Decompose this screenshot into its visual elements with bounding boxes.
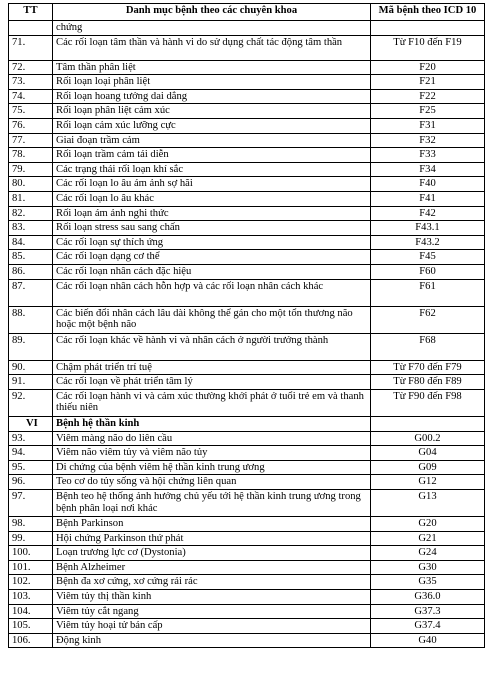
icd-code: F43.2 [371,235,485,250]
table-row [9,162,485,177]
row-number: 87. [9,279,53,306]
icd-code: G09 [371,460,485,475]
disease-name: Các rối loạn nhân cách đặc hiệu [53,264,371,279]
row-number: 90. [9,360,53,375]
disease-icd-table [8,3,485,648]
row-number [9,21,53,36]
disease-name: Rối loạn stress sau sang chấn [53,221,371,236]
icd-code: G12 [371,475,485,490]
disease-name: Viêm não viêm tủy và viêm não tủy [53,446,371,461]
disease-name: Viêm tủy thị thần kinh [53,590,371,605]
table-row [9,619,485,634]
disease-name: Bệnh Parkinson [53,517,371,532]
row-number: 100. [9,546,53,561]
icd-code: G35 [371,575,485,590]
row-number: 95. [9,460,53,475]
table-row [9,375,485,390]
table-row [9,475,485,490]
row-number: 81. [9,191,53,206]
table-row [9,517,485,532]
table-row [9,279,485,306]
table-row [9,118,485,133]
row-number: 104. [9,604,53,619]
icd-code: F32 [371,133,485,148]
row-number: 88. [9,306,53,333]
row-number: 89. [9,333,53,360]
table-row [9,148,485,163]
disease-name: Các rối loạn lo âu ám ảnh sợ hãi [53,177,371,192]
table-row [9,177,485,192]
row-number: 99. [9,531,53,546]
table-row [9,604,485,619]
table-row [9,35,485,60]
row-number: 93. [9,431,53,446]
table-row [9,75,485,90]
icd-code: F22 [371,89,485,104]
row-number: 101. [9,560,53,575]
table-row [9,531,485,546]
disease-name: Rối loạn ám ảnh nghi thức [53,206,371,221]
row-number: 72. [9,60,53,75]
row-number: 84. [9,235,53,250]
disease-name: Viêm tủy cắt ngang [53,604,371,619]
icd-code: G21 [371,531,485,546]
disease-name: Giai đoạn trầm cảm [53,133,371,148]
section-row [9,416,485,431]
disease-name: Các rối loạn lo âu khác [53,191,371,206]
icd-code [371,21,485,36]
disease-name: Hội chứng Parkinson thứ phát [53,531,371,546]
icd-code: G20 [371,517,485,532]
icd-code: G04 [371,446,485,461]
table-row [9,235,485,250]
row-number: 102. [9,575,53,590]
table-row [9,590,485,605]
row-number: 91. [9,375,53,390]
icd-code: G36.0 [371,590,485,605]
icd-code: F25 [371,104,485,119]
row-number: 83. [9,221,53,236]
disease-name: Các rối loạn tâm thần và hành vi do sử dụng chất tác động tâm thần [53,35,371,60]
icd-code: F33 [371,148,485,163]
row-number: 78. [9,148,53,163]
icd-code: F21 [371,75,485,90]
disease-name: Rối loạn hoang tưởng dai dẳng [53,89,371,104]
table-row [9,191,485,206]
icd-code: G40 [371,633,485,648]
disease-name: Các rối loạn dạng cơ thể [53,250,371,265]
icd-code: Từ F70 đến F79 [371,360,485,375]
table-row [9,264,485,279]
row-number: 105. [9,619,53,634]
row-number: 82. [9,206,53,221]
table-row [9,133,485,148]
table-row [9,460,485,475]
disease-name: Chậm phát triển trí tuệ [53,360,371,375]
icd-code: F68 [371,333,485,360]
disease-name: Các rối loạn nhân cách hỗn hợp và các rối loạn nhân cách khác [53,279,371,306]
table-row [9,431,485,446]
table-row [9,633,485,648]
disease-name: Các trạng thái rối loạn khí sắc [53,162,371,177]
icd-code: F41 [371,191,485,206]
disease-name: Bệnh hệ thần kinh [53,416,371,431]
row-number: 98. [9,517,53,532]
disease-name: Viêm tủy hoại tử bán cấp [53,619,371,634]
table-row [9,333,485,360]
icd-code: F40 [371,177,485,192]
icd-code: F31 [371,118,485,133]
table-body [9,21,485,648]
row-number: 92. [9,389,53,416]
icd-code: F20 [371,60,485,75]
disease-name: Rối loạn phân liệt cảm xúc [53,104,371,119]
disease-name: Rối loạn cảm xúc lưỡng cực [53,118,371,133]
table-row [9,21,485,36]
disease-name: Các rối loạn về phát triển tâm lý [53,375,371,390]
icd-code: F34 [371,162,485,177]
table-row [9,360,485,375]
disease-name: Teo cơ do tủy sống và hội chứng liên quan [53,475,371,490]
disease-name: Loạn trương lực cơ (Dystonia) [53,546,371,561]
icd-code: Từ F10 đến F19 [371,35,485,60]
table-row [9,206,485,221]
disease-name: Bệnh Alzheimer [53,560,371,575]
disease-name: Tâm thần phân liệt [53,60,371,75]
row-number: VI [9,416,53,431]
table-row [9,575,485,590]
row-number: 76. [9,118,53,133]
icd-code: F61 [371,279,485,306]
table-row [9,389,485,416]
header-tt: TT [9,4,53,21]
row-number: 106. [9,633,53,648]
table-row [9,490,485,517]
row-number: 77. [9,133,53,148]
disease-name: Các rối loạn sự thích ứng [53,235,371,250]
table-row [9,306,485,333]
disease-name: Động kinh [53,633,371,648]
icd-code: F60 [371,264,485,279]
disease-name: Bệnh teo hệ thống ảnh hưởng chủ yếu tới hệ thần kinh trung ương trong bệnh phân loại nơi khác [53,490,371,517]
disease-name: Di chứng của bệnh viêm hệ thần kinh trung ương [53,460,371,475]
icd-code: G00.2 [371,431,485,446]
header-category: Danh mục bệnh theo các chuyên khoa [53,4,371,21]
icd-code: F62 [371,306,485,333]
row-number: 96. [9,475,53,490]
row-number: 97. [9,490,53,517]
icd-code: Từ F80 đến F89 [371,375,485,390]
table-row [9,250,485,265]
table-row [9,89,485,104]
icd-code: G37.4 [371,619,485,634]
disease-name: chứng [53,21,371,36]
row-number: 86. [9,264,53,279]
icd-code: Từ F90 đến F98 [371,389,485,416]
row-number: 103. [9,590,53,605]
row-number: 73. [9,75,53,90]
row-number: 85. [9,250,53,265]
table-row [9,560,485,575]
disease-name: Các rối loạn khác về hành vi và nhân cách ở người trưởng thành [53,333,371,360]
disease-name: Rối loạn trầm cảm tái diễn [53,148,371,163]
table-header-row [9,4,485,21]
disease-name: Các biến đổi nhân cách lâu dài không thể gán cho một tổn thương não hoặc một bệnh não [53,306,371,333]
table-row [9,60,485,75]
row-number: 75. [9,104,53,119]
row-number: 74. [9,89,53,104]
icd-code: G37.3 [371,604,485,619]
icd-code: F43.1 [371,221,485,236]
row-number: 71. [9,35,53,60]
row-number: 94. [9,446,53,461]
table-row [9,104,485,119]
header-code: Mã bệnh theo ICD 10 [371,4,485,21]
row-number: 79. [9,162,53,177]
table-row [9,546,485,561]
icd-code: F42 [371,206,485,221]
icd-code [371,416,485,431]
table-row [9,221,485,236]
icd-code: G13 [371,490,485,517]
icd-code: F45 [371,250,485,265]
disease-name: Bệnh đa xơ cứng, xơ cứng rải rác [53,575,371,590]
disease-name: Viêm màng não do liên cầu [53,431,371,446]
table-row [9,446,485,461]
row-number: 80. [9,177,53,192]
icd-code: G24 [371,546,485,561]
disease-name: Rối loạn loại phân liệt [53,75,371,90]
disease-name: Các rối loạn hành vi và cảm xúc thường khởi phát ở tuổi trẻ em và thanh thiếu niên [53,389,371,416]
icd-code: G30 [371,560,485,575]
